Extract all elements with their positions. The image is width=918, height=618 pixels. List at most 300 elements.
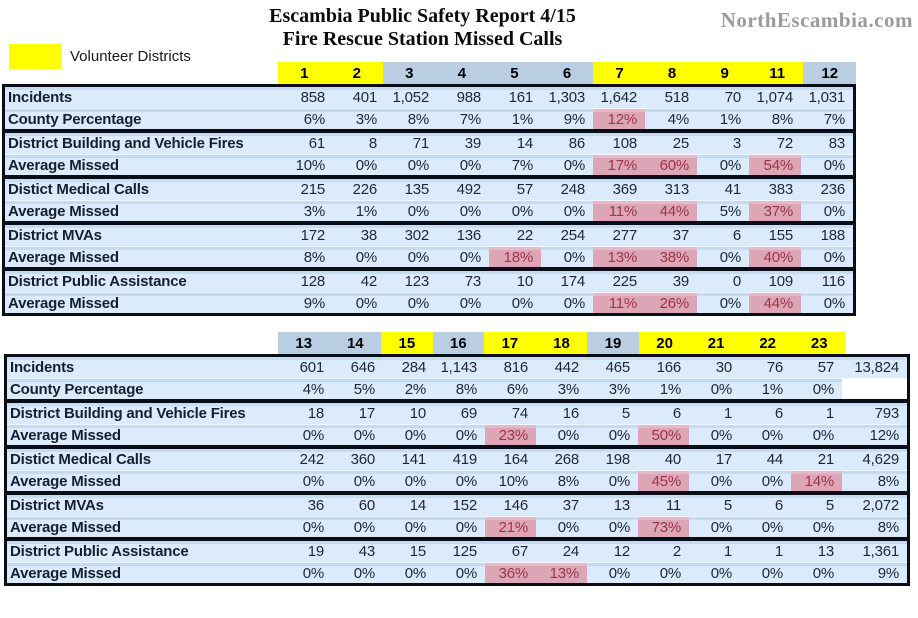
- data-cell: 0%: [563, 202, 585, 220]
- table-row: [5, 200, 853, 221]
- data-cell: 70: [724, 89, 741, 106]
- data-cell: 0%: [355, 248, 377, 266]
- data-cell: 0%: [812, 564, 834, 582]
- row-group: [5, 133, 853, 179]
- data-cell: 9%: [303, 294, 325, 312]
- row-label: County Percentage: [10, 380, 144, 398]
- data-cell: 268: [554, 451, 579, 468]
- data-cell: 369: [612, 181, 637, 198]
- data-cell: 601: [299, 359, 324, 376]
- data-cell: 383: [768, 181, 793, 198]
- data-cell: 10%: [295, 156, 325, 174]
- district-header-9: 9: [698, 62, 751, 84]
- data-cell: 0%: [761, 472, 783, 490]
- data-cell: 9%: [563, 110, 585, 128]
- data-cell: 465: [605, 359, 630, 376]
- data-cell: 166: [656, 359, 681, 376]
- row-label: Average Missed: [10, 472, 121, 490]
- data-cell: 188: [820, 227, 845, 244]
- row-label: Distict Medical Calls: [8, 181, 149, 198]
- total-cell: 13,824: [854, 359, 899, 376]
- data-cell: 108: [612, 135, 637, 152]
- data-cell: 67: [511, 543, 528, 560]
- data-cell: 18%: [489, 247, 541, 267]
- data-cell: 8%: [771, 110, 793, 128]
- data-cell: 123: [404, 273, 429, 290]
- data-cell: 1,642: [600, 89, 637, 106]
- data-cell: 135: [404, 181, 429, 198]
- data-cell: 0%: [455, 518, 477, 536]
- data-cell: 1: [825, 405, 834, 422]
- table-row: [5, 246, 853, 267]
- data-cell: 36%: [485, 563, 536, 583]
- row-label: District MVAs: [10, 497, 104, 514]
- district-header-6: 6: [541, 62, 594, 84]
- data-cell: 0%: [710, 426, 732, 444]
- data-cell: 442: [554, 359, 579, 376]
- district-header-2: 2: [331, 62, 384, 84]
- data-cell: 226: [352, 181, 377, 198]
- data-cell: 13: [613, 497, 630, 514]
- data-cell: 5: [621, 405, 630, 422]
- data-cell: 1,143: [440, 359, 477, 376]
- table-row: [7, 562, 907, 583]
- legend-label: Volunteer Districts: [70, 48, 191, 65]
- data-cell: 419: [452, 451, 477, 468]
- row-label: Average Missed: [8, 156, 119, 174]
- data-cell: 41: [724, 181, 741, 198]
- total-cell: 4,629: [862, 451, 899, 468]
- table-row: [7, 516, 907, 537]
- district-header-20: 20: [639, 332, 691, 354]
- data-cell: 0%: [557, 518, 579, 536]
- district-header-4: 4: [436, 62, 489, 84]
- data-cell: 44: [766, 451, 783, 468]
- data-cell: 37: [672, 227, 689, 244]
- data-cell: 225: [612, 273, 637, 290]
- data-cell: 0%: [812, 426, 834, 444]
- data-cell: 10%: [498, 472, 528, 490]
- data-cell: 6%: [303, 110, 325, 128]
- row-label: County Percentage: [8, 110, 142, 128]
- data-cell: 492: [456, 181, 481, 198]
- data-cell: 0%: [761, 518, 783, 536]
- data-cell: 13%: [536, 563, 587, 583]
- data-cell: 0%: [404, 518, 426, 536]
- data-cell: 8%: [455, 380, 477, 398]
- table-row: [5, 292, 853, 313]
- data-cell: 5%: [353, 380, 375, 398]
- total-cell: 8%: [877, 472, 899, 490]
- data-cell: 0%: [659, 564, 681, 582]
- data-cell: 72: [776, 135, 793, 152]
- data-cell: 0%: [302, 564, 324, 582]
- table-row: [5, 108, 853, 129]
- districts-1-12-body: [2, 84, 856, 316]
- district-header-15: 15: [381, 332, 433, 354]
- data-cell: 360: [350, 451, 375, 468]
- data-cell: 1: [774, 543, 783, 560]
- data-cell: 646: [350, 359, 375, 376]
- data-cell: 313: [664, 181, 689, 198]
- data-cell: 816: [503, 359, 528, 376]
- data-cell: 42: [360, 273, 377, 290]
- district-header-17: 17: [484, 332, 536, 354]
- data-cell: 0%: [353, 518, 375, 536]
- data-cell: 152: [452, 497, 477, 514]
- data-cell: 14: [516, 135, 533, 152]
- row-group: [7, 357, 907, 403]
- row-group: [7, 495, 907, 541]
- data-cell: 7%: [823, 110, 845, 128]
- data-cell: 0%: [302, 518, 324, 536]
- data-cell: 22: [516, 227, 533, 244]
- row-label: District Building and Vehicle Fires: [10, 405, 246, 422]
- district-header-8: 8: [646, 62, 699, 84]
- table-row: [7, 403, 907, 424]
- data-cell: 19: [307, 543, 324, 560]
- total-cell: 12%: [869, 426, 899, 444]
- data-cell: 254: [560, 227, 585, 244]
- data-cell: 988: [456, 89, 481, 106]
- district-header-11: 11: [751, 62, 804, 84]
- data-cell: 3%: [608, 380, 630, 398]
- data-cell: 0%: [302, 426, 324, 444]
- row-label: Average Missed: [10, 426, 121, 444]
- table-row: [7, 357, 907, 378]
- data-cell: 15: [409, 543, 426, 560]
- data-cell: 128: [300, 273, 325, 290]
- data-cell: 1: [723, 543, 732, 560]
- total-cell: 8%: [877, 518, 899, 536]
- data-cell: 76: [766, 359, 783, 376]
- data-cell: 2: [672, 543, 681, 560]
- data-cell: 17%: [593, 155, 645, 175]
- data-cell: 0%: [710, 380, 732, 398]
- data-cell: 74: [511, 405, 528, 422]
- data-cell: 83: [828, 135, 845, 152]
- data-cell: 1%: [659, 380, 681, 398]
- data-cell: 71: [412, 135, 429, 152]
- data-cell: 215: [300, 181, 325, 198]
- data-cell: 0%: [407, 248, 429, 266]
- data-cell: 73%: [638, 517, 689, 537]
- district-header-5: 5: [488, 62, 541, 84]
- data-cell: 3%: [303, 202, 325, 220]
- data-cell: 0%: [455, 472, 477, 490]
- districts-13-23-header-row: [4, 332, 910, 354]
- district-header-7: 7: [593, 62, 646, 84]
- data-cell: 0%: [404, 426, 426, 444]
- title-line-2: Fire Rescue Station Missed Calls: [282, 28, 563, 50]
- row-label: Average Missed: [8, 294, 119, 312]
- data-cell: 26%: [645, 293, 697, 313]
- data-cell: 0%: [459, 202, 481, 220]
- data-cell: 161: [508, 89, 533, 106]
- table-row: [7, 541, 907, 562]
- table-row: [7, 449, 907, 470]
- data-cell: 858: [300, 89, 325, 106]
- data-cell: 6%: [506, 380, 528, 398]
- data-cell: 0%: [455, 564, 477, 582]
- table-row: [5, 225, 853, 246]
- data-cell: 86: [568, 135, 585, 152]
- data-cell: 7%: [459, 110, 481, 128]
- data-cell: 0%: [353, 564, 375, 582]
- table-row: [7, 378, 907, 399]
- data-cell: 10: [516, 273, 533, 290]
- data-cell: 8: [368, 135, 377, 152]
- data-cell: 14: [409, 497, 426, 514]
- data-cell: 109: [768, 273, 793, 290]
- table-row: [7, 424, 907, 445]
- data-cell: 30: [715, 359, 732, 376]
- data-cell: 0%: [511, 202, 533, 220]
- data-cell: 44%: [749, 293, 801, 313]
- data-cell: 5: [723, 497, 732, 514]
- header-spacer: [2, 62, 278, 84]
- data-cell: 16: [562, 405, 579, 422]
- data-cell: 39: [672, 273, 689, 290]
- report-title: [150, 5, 695, 51]
- data-cell: 0%: [459, 294, 481, 312]
- data-cell: 3%: [557, 380, 579, 398]
- data-cell: 0%: [355, 294, 377, 312]
- data-cell: 50%: [638, 425, 689, 445]
- district-header-12: 12: [803, 62, 856, 84]
- data-cell: 5: [825, 497, 834, 514]
- data-cell: 6: [732, 227, 741, 244]
- data-cell: 40%: [749, 247, 801, 267]
- data-cell: 39: [464, 135, 481, 152]
- data-cell: 36: [307, 497, 324, 514]
- row-label: Average Missed: [10, 564, 121, 582]
- data-cell: 6: [774, 497, 783, 514]
- data-cell: 172: [300, 227, 325, 244]
- data-cell: 12%: [593, 109, 645, 129]
- data-cell: 4%: [667, 110, 689, 128]
- data-cell: 0%: [823, 248, 845, 266]
- data-cell: 0%: [710, 518, 732, 536]
- data-cell: 8%: [557, 472, 579, 490]
- row-label: Incidents: [8, 89, 73, 106]
- data-cell: 0%: [407, 294, 429, 312]
- data-cell: 0%: [608, 472, 630, 490]
- data-cell: 0%: [563, 156, 585, 174]
- row-label: District MVAs: [8, 227, 102, 244]
- data-cell: 0%: [353, 426, 375, 444]
- row-label: Distict Medical Calls: [10, 451, 151, 468]
- total-header-blank: [845, 332, 910, 354]
- data-cell: 11%: [593, 293, 645, 313]
- data-cell: 69: [460, 405, 477, 422]
- data-cell: 0%: [812, 380, 834, 398]
- district-header-22: 22: [742, 332, 794, 354]
- data-cell: 8%: [407, 110, 429, 128]
- row-label: Incidents: [10, 359, 75, 376]
- row-group: [5, 225, 853, 271]
- data-cell: 0%: [407, 156, 429, 174]
- data-cell: 1,052: [392, 89, 429, 106]
- table-row: [5, 154, 853, 175]
- data-cell: 54%: [749, 155, 801, 175]
- data-cell: 0%: [404, 472, 426, 490]
- row-label: Average Missed: [8, 248, 119, 266]
- district-header-13: 13: [278, 332, 330, 354]
- data-cell: 13%: [593, 247, 645, 267]
- data-cell: 0%: [563, 294, 585, 312]
- district-header-19: 19: [587, 332, 639, 354]
- table-row: [5, 271, 853, 292]
- site-logo: NorthEscambia.com: [720, 8, 913, 32]
- total-cell: [842, 379, 907, 399]
- data-cell: 0%: [404, 564, 426, 582]
- data-cell: 21: [817, 451, 834, 468]
- data-cell: 0%: [355, 156, 377, 174]
- total-cell: 2,072: [862, 497, 899, 514]
- data-cell: 125: [452, 543, 477, 560]
- data-cell: 518: [664, 89, 689, 106]
- row-label: District Public Assistance: [8, 273, 187, 290]
- data-cell: 1%: [511, 110, 533, 128]
- data-cell: 38: [360, 227, 377, 244]
- data-cell: 302: [404, 227, 429, 244]
- data-cell: 18: [307, 405, 324, 422]
- data-cell: 164: [503, 451, 528, 468]
- data-cell: 1,074: [756, 89, 793, 106]
- data-cell: 136: [456, 227, 481, 244]
- row-group: [7, 403, 907, 449]
- data-cell: 116: [821, 273, 845, 290]
- data-cell: 0%: [302, 472, 324, 490]
- data-cell: 24: [562, 543, 579, 560]
- data-cell: 17: [715, 451, 732, 468]
- table-districts-13-23: [4, 332, 910, 586]
- data-cell: 7%: [511, 156, 533, 174]
- data-cell: 11: [665, 497, 681, 514]
- data-cell: 43: [358, 543, 375, 560]
- data-cell: 45%: [638, 471, 689, 491]
- data-cell: 0%: [557, 426, 579, 444]
- data-cell: 141: [401, 451, 426, 468]
- district-header-21: 21: [690, 332, 742, 354]
- table-row: [5, 87, 853, 108]
- data-cell: 1,031: [808, 89, 845, 106]
- data-cell: 37%: [749, 201, 801, 221]
- data-cell: 284: [401, 359, 426, 376]
- district-header-1: 1: [278, 62, 331, 84]
- data-cell: 0: [732, 273, 741, 290]
- data-cell: 10: [409, 405, 426, 422]
- data-cell: 61: [308, 135, 325, 152]
- district-header-18: 18: [536, 332, 588, 354]
- data-cell: 0%: [608, 426, 630, 444]
- data-cell: 57: [516, 181, 533, 198]
- data-cell: 6: [672, 405, 681, 422]
- data-cell: 0%: [719, 156, 741, 174]
- data-cell: 25: [672, 135, 689, 152]
- data-cell: 60%: [645, 155, 697, 175]
- data-cell: 0%: [455, 426, 477, 444]
- data-cell: 0%: [459, 156, 481, 174]
- data-cell: 0%: [761, 426, 783, 444]
- table-districts-1-12: [2, 62, 856, 316]
- data-cell: 401: [352, 89, 377, 106]
- data-cell: 60: [358, 497, 375, 514]
- data-cell: 38%: [645, 247, 697, 267]
- table-row: [5, 133, 853, 154]
- row-group: [5, 179, 853, 225]
- data-cell: 1%: [355, 202, 377, 220]
- table-row: [7, 470, 907, 491]
- district-header-23: 23: [793, 332, 845, 354]
- data-cell: 0%: [407, 202, 429, 220]
- row-label: Average Missed: [8, 202, 119, 220]
- data-cell: 14%: [791, 471, 842, 491]
- data-cell: 248: [560, 181, 585, 198]
- data-cell: 12: [613, 543, 630, 560]
- data-cell: 17: [358, 405, 375, 422]
- total-cell: 793: [874, 405, 899, 422]
- row-group: [7, 541, 907, 583]
- data-cell: 0%: [459, 248, 481, 266]
- row-label: District Public Assistance: [10, 543, 189, 560]
- district-header-14: 14: [330, 332, 382, 354]
- data-cell: 242: [299, 451, 324, 468]
- table-row: [5, 179, 853, 200]
- data-cell: 57: [817, 359, 834, 376]
- data-cell: 0%: [353, 472, 375, 490]
- district-header-16: 16: [433, 332, 485, 354]
- district-header-3: 3: [383, 62, 436, 84]
- data-cell: 23%: [485, 425, 536, 445]
- data-cell: 8%: [303, 248, 325, 266]
- data-cell: 277: [612, 227, 637, 244]
- data-cell: 73: [464, 273, 481, 290]
- data-cell: 0%: [719, 294, 741, 312]
- data-cell: 13: [817, 543, 834, 560]
- total-cell: 9%: [877, 564, 899, 582]
- data-cell: 0%: [761, 564, 783, 582]
- data-cell: 4%: [302, 380, 324, 398]
- data-cell: 44%: [645, 201, 697, 221]
- row-label: Average Missed: [10, 518, 121, 536]
- data-cell: 1: [723, 405, 732, 422]
- total-cell: 1,361: [862, 543, 899, 560]
- data-cell: 0%: [608, 518, 630, 536]
- data-cell: 0%: [710, 564, 732, 582]
- data-cell: 0%: [823, 202, 845, 220]
- data-cell: 0%: [719, 248, 741, 266]
- data-cell: 37: [562, 497, 579, 514]
- table-row: [7, 495, 907, 516]
- title-line-1: Escambia Public Safety Report 4/15: [269, 5, 576, 27]
- data-cell: 11%: [593, 201, 645, 221]
- data-cell: 0%: [823, 294, 845, 312]
- data-cell: 3: [732, 135, 741, 152]
- data-cell: 0%: [710, 472, 732, 490]
- data-cell: 1%: [719, 110, 741, 128]
- row-group: [5, 87, 853, 133]
- data-cell: 6: [774, 405, 783, 422]
- data-cell: 0%: [812, 518, 834, 536]
- data-cell: 236: [820, 181, 845, 198]
- data-cell: 0%: [823, 156, 845, 174]
- data-cell: 5%: [719, 202, 741, 220]
- data-cell: 198: [605, 451, 630, 468]
- data-cell: 155: [768, 227, 793, 244]
- data-cell: 1%: [761, 380, 783, 398]
